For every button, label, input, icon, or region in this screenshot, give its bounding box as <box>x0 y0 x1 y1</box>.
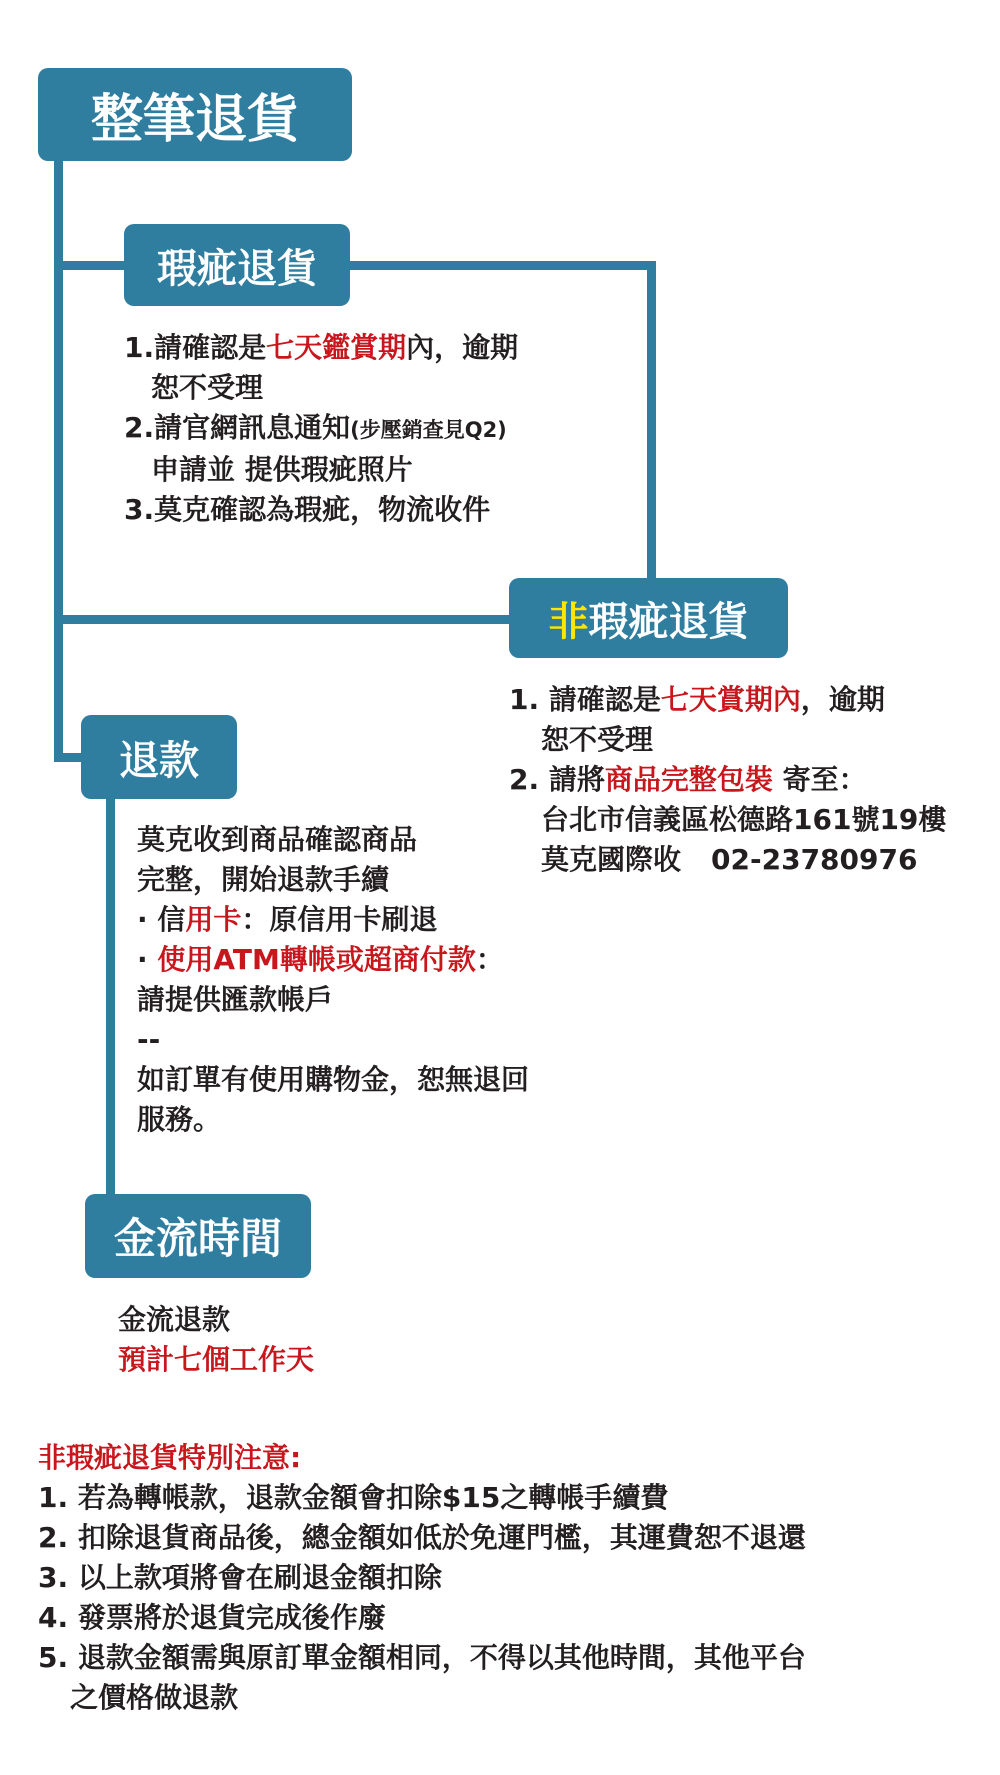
nondefect-step-1 <box>509 680 946 720</box>
right-vertical-line <box>647 261 656 591</box>
refund-label: 退款 <box>119 737 199 784</box>
cashflow-details <box>118 1300 314 1380</box>
branch-nondefect-line <box>54 615 519 624</box>
refund-line-8: 服務。 <box>137 1103 222 1136</box>
full-return-box <box>38 68 352 161</box>
return-address: 台北市信義區松德路161號19樓 <box>541 803 947 836</box>
defect-step-1-text: 1.請確認是 <box>124 331 267 364</box>
cashflow-line-2: 預計七個工作天 <box>118 1343 315 1376</box>
nondefect-return-label: 瑕疵退貨 <box>588 598 749 645</box>
recipient-line <box>509 840 946 880</box>
nondefect-step-1-cont: 恕不受理 <box>541 723 654 756</box>
full-return-label: 整筆退貨 <box>90 90 299 150</box>
refund-credit-card-highlight: 用卡 <box>185 903 242 936</box>
refund-divider: -- <box>137 1023 161 1056</box>
refund-atm-highlight: 使用ATM轉帳或超商付款 <box>157 943 476 976</box>
cashflow-line-1: 金流退款 <box>118 1303 231 1336</box>
nondefect-step-1-text: 1. 請確認是 <box>509 683 661 716</box>
nondefect-return-box <box>509 578 788 658</box>
defect-to-right-line <box>350 261 656 270</box>
refund-credit-card-prefix: · 信 <box>137 903 186 936</box>
defect-step-2 <box>124 408 518 450</box>
defect-return-box <box>124 224 350 306</box>
nondefect-step-2-text: 2. 請將 <box>509 763 605 796</box>
notes-item-4: 4. 發票將於退貨完成後作廢 <box>38 1601 386 1634</box>
defect-step-2-text: 2.請官網訊息通知 <box>124 411 351 444</box>
defect-step-1-text-end: 內，逾期 <box>406 331 519 364</box>
refund-line-2: 完整，開始退款手續 <box>137 863 390 896</box>
trunk-line <box>54 140 63 760</box>
defect-step-1-cont: 恕不受理 <box>151 371 264 404</box>
refund-line-7: 如訂單有使用購物金，恕無退回 <box>137 1063 530 1096</box>
cashflow-time-label: 金流時間 <box>113 1214 282 1263</box>
refund-details <box>137 820 529 1140</box>
refund-box <box>81 715 237 799</box>
branch-defect-line <box>54 261 134 270</box>
refund-to-cashflow-line <box>106 780 115 1200</box>
nondefect-step-1-highlight: 七天賞期內 <box>660 683 801 716</box>
refund-atm-colon: ： <box>475 943 504 976</box>
notes-item-3: 3. 以上款項將會在刷退金額扣除 <box>38 1561 442 1594</box>
defect-step-3: 3.莫克確認為瑕疵，物流收件 <box>124 493 491 526</box>
nondefect-step-1-text-end: ，逾期 <box>800 683 885 716</box>
defect-steps <box>124 328 518 530</box>
refund-atm-prefix: · <box>137 943 158 976</box>
defect-step-1 <box>124 328 518 368</box>
defect-step-1-highlight: 七天鑑賞期 <box>266 331 407 364</box>
cashflow-time-box <box>85 1194 311 1278</box>
defect-step-2-note: (步壓銷查見Q2) <box>350 418 507 442</box>
recipient-phone: 02-23780976 <box>711 843 918 876</box>
notes-item-1: 1. 若為轉帳款，退款金額會扣除$15之轉帳手續費 <box>38 1481 669 1514</box>
notes-item-5-cont: 之價格做退款 <box>70 1681 239 1714</box>
notes-item-5: 5. 退款金額需與原訂單金額相同，不得以其他時間，其他平台 <box>38 1641 806 1674</box>
defect-return-label: 瑕疵退貨 <box>157 245 317 292</box>
refund-credit-card <box>137 900 529 940</box>
nondefect-step-2-highlight: 商品完整包裝 <box>604 763 773 796</box>
nondefect-return-label-prefix: 非 <box>548 598 589 645</box>
recipient-name: 莫克國際收 <box>541 843 682 876</box>
nondefect-step-2-text-end: 寄至： <box>772 763 867 796</box>
refund-line-1: 莫克收到商品確認商品 <box>137 823 418 856</box>
refund-credit-card-text: ：原信用卡刷退 <box>241 903 438 936</box>
defect-step-2-cont: 申請並 提供瑕疵照片 <box>151 453 413 486</box>
notes-item-2: 2. 扣除退貨商品後，總金額如低於免運門檻，其運費恕不退還 <box>38 1521 806 1554</box>
special-notes <box>38 1438 806 1718</box>
nondefect-steps <box>509 680 946 880</box>
refund-line-5: 請提供匯款帳戶 <box>137 983 334 1016</box>
notes-title: 非瑕疵退貨特別注意: <box>38 1441 302 1474</box>
nondefect-step-2 <box>509 760 946 800</box>
refund-atm <box>137 940 529 980</box>
